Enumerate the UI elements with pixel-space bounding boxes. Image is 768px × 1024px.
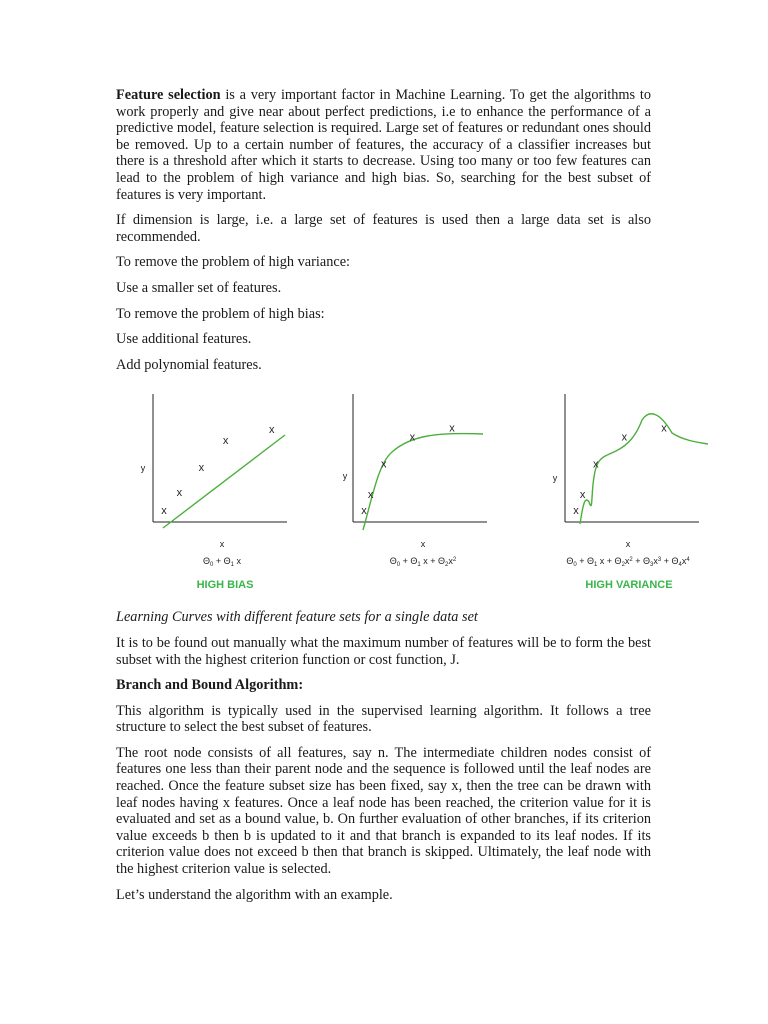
y-axis-label-0: y: [140, 463, 146, 474]
learning-curves-figure: [0, 384, 768, 609]
paragraph-polynomial-features: Add polynomial features.: [116, 356, 262, 373]
panel-label-2: HIGH VARIANCE: [585, 579, 673, 592]
document-page: [116, 87, 690, 912]
data-point-0-4: x: [269, 424, 275, 437]
x-axis-label-1: x: [420, 539, 426, 550]
term-feature-selection: Feature selection: [116, 87, 221, 103]
data-point-2-0: x: [573, 505, 579, 518]
data-point-0-1: x: [176, 487, 183, 500]
paragraph-additional-features: Use additional features.: [116, 331, 252, 348]
data-point-1-4: x: [449, 422, 455, 435]
data-point-2-4: x: [661, 422, 667, 435]
panel-label-0: HIGH BIAS: [196, 579, 254, 592]
paragraph-smaller-set: Use a smaller set of features.: [116, 279, 282, 296]
paragraph-high-variance: To remove the problem of high variance:: [116, 254, 351, 271]
fit-curve-0: [163, 435, 285, 528]
data-point-0-2: x: [198, 462, 205, 475]
data-point-1-3: x: [409, 431, 416, 444]
data-point-2-1: x: [579, 489, 586, 502]
section-heading: Branch and Bound Algorithm:: [116, 677, 304, 694]
data-point-2-3: x: [621, 431, 628, 444]
model-formula-0: $\Theta_0 + \Theta_1$ x: [203, 556, 241, 569]
paragraph-feature-selection: [116, 87, 651, 203]
data-point-1-2: x: [381, 458, 387, 471]
paragraph-root-node: The root node consists of all features, say n. The intermediate children nodes consist of features one less than their parent node and the sequence is followed until the leaf nodes are reached. Once the feature subset size has been fixed, say x, then the tree can be drawn with leaf nodes having x features. Once a leaf node has been reached, the criterion value for it is evaluated and set as a bound value, b. On further evaluation of other branches, if its criterion value exceeds b then b is updated to it and that branch is expanded to its leaf nodes. If its criterion value does not exceed b then that branch is skipped. Ultimately, the leaf node with the highest criterion value is selected.: [116, 744, 651, 878]
paragraph-max-features: It is to be found out manually what the maximum number of features will be to form the best subset with the highest criterion function or cost function, J.: [116, 634, 651, 668]
data-point-0-0: x: [161, 505, 167, 518]
paragraph-dimension: If dimension is large, i.e. a large set of features is used then a large data set is also recommended.: [116, 212, 651, 245]
y-axis-label-2: y: [552, 473, 558, 484]
paragraph-algorithm-intro: This algorithm is typically used in the supervised learning algorithm. It follows a tree structure to select the best subset of features.: [116, 702, 651, 736]
data-point-1-0: x: [361, 505, 367, 518]
x-axis-label-0: x: [219, 539, 225, 550]
model-formula-2: $\Theta_0 + \Theta_1$ $x + \Theta_2x^2 + \Theta_3x^3 + \Theta_4x^4$: [566, 556, 690, 569]
data-point-0-3: x: [222, 435, 229, 448]
paragraph-example: Let’s understand the algorithm with an example.: [116, 886, 393, 903]
paragraph-feature-selection-body: is a very important factor in Machine Learning. To get the algorithms to work properly and give near about perfect predictions, i.e to enhance the performance of a predictive model, feature selection is required. Large set of features or redundant ones should be removed. Up to a certain number of features, the accuracy of a classifier increases but there is a threshold after which it starts to decrease. Using too many or too few features can lead to the problem of high variance and high bias. So, searching for the best subset of features is very important.: [116, 87, 651, 203]
data-point-2-2: x: [593, 458, 599, 471]
learning-curves-svg: [0, 384, 768, 609]
fit-curve-2: [580, 414, 708, 524]
x-axis-label-2: x: [625, 539, 631, 550]
model-formula-1: $\Theta_0 + \Theta_1$ $x + \Theta_2x^2$: [389, 556, 457, 569]
paragraph-high-bias: To remove the problem of high bias:: [116, 305, 325, 322]
fit-curve-1: [363, 431, 483, 530]
figure-caption: Learning Curves with different feature sets for a single data set: [116, 609, 478, 626]
data-point-1-1: x: [367, 489, 374, 502]
y-axis-label-1: y: [342, 471, 348, 482]
